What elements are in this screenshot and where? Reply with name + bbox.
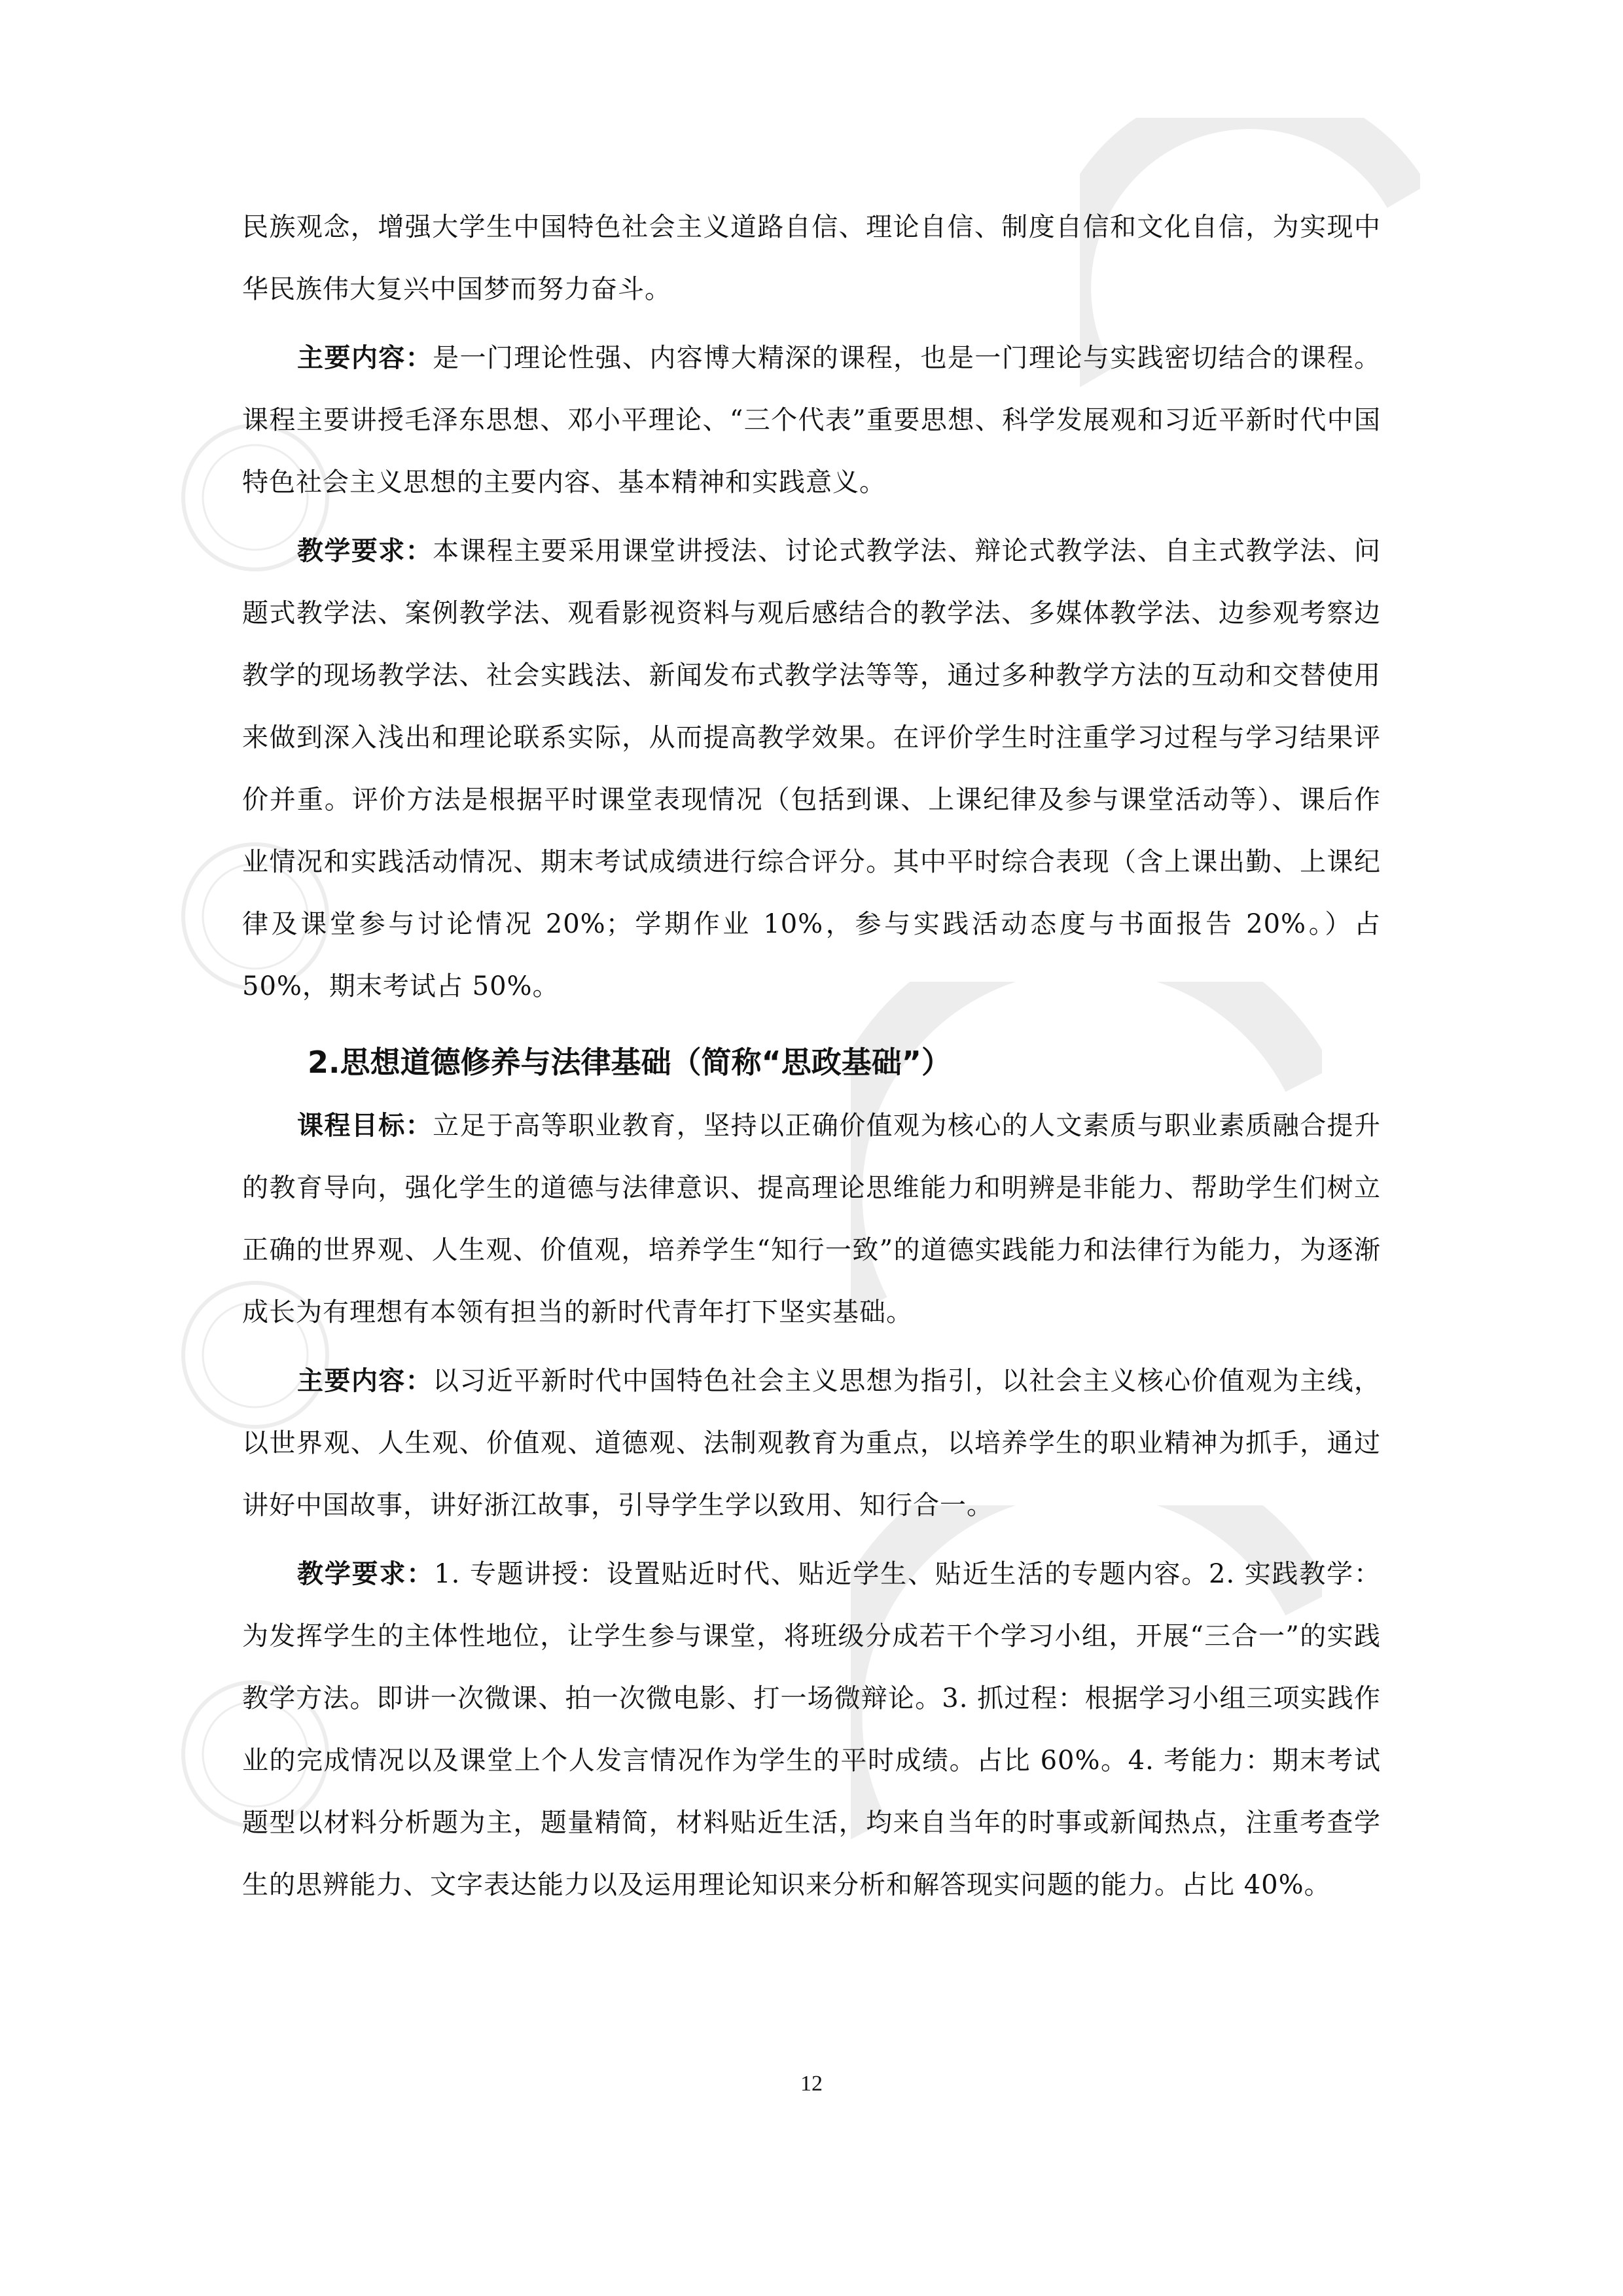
course1-main-content-paragraph <box>242 327 1381 514</box>
course2-teaching-label: 教学要求： <box>297 1559 435 1589</box>
intro-continuation-paragraph: 民族观念，增强大学生中国特色社会主义道路自信、理论自信、制度自信和文化自信，为实现中华民族伟大复兴中国梦而努力奋斗。 <box>242 212 1381 304</box>
course2-teaching-paragraph <box>242 1543 1381 1916</box>
course2-main-content-text: 以习近平新时代中国特色社会主义思想为指引，以社会主义核心价值观为主线，以世界观、人生观、价值观、道德观、法制观教育为重点，以培养学生的职业精神为抓手，通过讲好中国故事，讲好浙江故事，引导学生学以致用、知行合一。 <box>242 1366 1382 1520</box>
course2-teaching-text: 1. 专题讲授：设置贴近时代、贴近学生、贴近生活的专题内容。2. 实践教学：为发挥学生的主体性地位，让学生参与课堂，将班级分成若干个学习小组，开展“三合一”的实践教学方法。即讲一次微课、拍一次微电影、打一场微辩论。3. 抓过程：根据学习小组三项实践作业的完成情况以及课堂上个人发言情况作为学生的平时成绩。占比 60%。4. 考能力：期末考试题型以材料分析题为主，题量精简，材料贴近生活，均来自当年的时事或新闻热点，注重考查学生的思辨能力、文字表达能力以及运用理论知识来分析和解答现实问题的能力。占比 40%。 <box>242 1559 1382 1900</box>
page-content <box>242 196 1381 1916</box>
course1-teaching-text: 本课程主要采用课堂讲授法、讨论式教学法、辩论式教学法、自主式教学法、问题式教学法、案例教学法、观看影视资料与观后感结合的教学法、多媒体教学法、边参观考察边教学的现场教学法、社会实践法、新闻发布式教学法等等，通过多种教学方法的互动和交替使用来做到深入浅出和理论联系实际，从而提高教学效果。在评价学生时注重学习过程与学习结果评价并重。评价方法是根据平时课堂表现情况（包括到课、上课纪律及参与课堂活动等）、课后作业情况和实践活动情况、期末考试成绩进行综合评分。其中平时综合表现（含上课出勤、上课纪律及课堂参与讨论情况 20%；学期作业 10%，参与实践活动态度与书面报告 20%。）占 50%，期末考试占 50%。 <box>242 536 1382 1001</box>
course2-goal-paragraph <box>242 1095 1381 1344</box>
course1-teaching-paragraph <box>242 520 1381 1018</box>
page-number: 12 <box>800 2072 823 2096</box>
course2-goal-label: 课程目标： <box>297 1111 433 1141</box>
course2-main-content-paragraph <box>242 1350 1381 1537</box>
course1-teaching-label: 教学要求： <box>297 536 433 566</box>
course2-heading: 2.思想道德修养与法律基础（简称“思政基础”） <box>308 1045 952 1080</box>
course2-goal-text: 立足于高等职业教育，坚持以正确价值观为核心的人文素质与职业素质融合提升的教育导向，强化学生的道德与法律意识、提高理论思维能力和明辨是非能力、帮助学生们树立正确的世界观、人生观、价值观，培养学生“知行一致”的道德实践能力和法律行为能力，为逐渐成长为有理想有本领有担当的新时代青年打下坚实基础。 <box>242 1111 1382 1327</box>
course1-main-content-text: 是一门理论性强、内容博大精深的课程，也是一门理论与实践密切结合的课程。课程主要讲授毛泽东思想、邓小平理论、“三个代表”重要思想、科学发展观和习近平新时代中国特色社会主义思想的主要内容、基本精神和实践意义。 <box>242 343 1382 497</box>
course1-main-content-label: 主要内容： <box>297 343 433 373</box>
course2-main-content-label: 主要内容： <box>297 1366 433 1396</box>
